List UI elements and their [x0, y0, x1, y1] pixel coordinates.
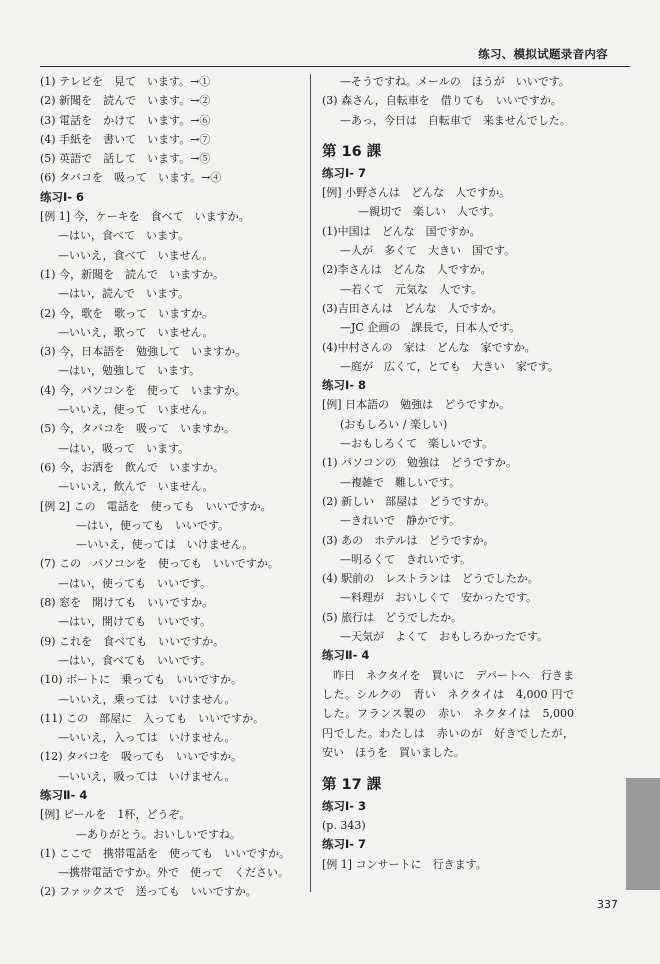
question-line: (2)李さんは どんな 人ですか。	[322, 263, 492, 277]
question-line: (9) これを 食べても いいですか。	[40, 634, 225, 648]
question-line: (7) この パソコンを 使っても いいですか。	[40, 557, 279, 571]
exercise-heading: 练习Ⅰ- 7	[322, 165, 367, 180]
question-line: (3)吉田さんは どんな 人ですか。	[322, 301, 503, 315]
answer-line: —いいえ，吸っては いけません。	[58, 769, 236, 783]
lesson-heading: 第 17 課	[322, 776, 382, 793]
answer-line: —いいえ，乗っては いけません。	[58, 692, 236, 706]
question-line: (4)中村さんの 家は どんな 家ですか。	[322, 340, 536, 354]
question-line: (3) あの ホテルは どうですか。	[322, 533, 495, 547]
question-line: (5) 今，タバコを 吸って いますか。	[40, 422, 235, 436]
answer-line: —はい，使っても いいです。	[76, 518, 230, 532]
spacer	[322, 130, 596, 140]
example-line: [例] 小野さんは どんな 人ですか。	[322, 186, 511, 200]
question-line: (3) 森さん，自転車を 借りても いいですか。	[322, 94, 562, 108]
example-line: [例 1] コンサートに 行きます。	[322, 857, 487, 871]
answer-line: —きれいで 静かです。	[340, 514, 461, 528]
answer-line: —ありがとう。おいしいですね。	[76, 827, 241, 841]
question-line: (2) ファックスで 送っても いいですか。	[40, 885, 257, 899]
answer-line: —天気が よくて おもしろかったです。	[340, 630, 549, 644]
answer-line: —携帯電話ですか。外で 使って ください。	[58, 866, 289, 880]
item-line: (1) テレビを 見て います。→①	[40, 75, 211, 88]
item-line: (5) 英語で 話して います。→⑤	[40, 152, 211, 166]
answer-line: —若くて 元気な 人です。	[340, 282, 483, 296]
answer-line: —親切で 楽しい 人です。	[358, 205, 501, 219]
answer-line: —複雑で 難しいです。	[340, 475, 461, 489]
spacer	[322, 763, 596, 773]
answer-line: —いいえ，食べて いません。	[58, 248, 214, 262]
item-line: (3) 電話を かけて います。→⑥	[40, 113, 211, 127]
answer-line: —はい，食べても いいです。	[58, 653, 212, 667]
exercise-paragraph: 昨日 ネクタイを 買いに デパートへ 行きました。シルクの 青い ネクタイは 4,000 円でした。フランス製の 赤い ネクタイは 5,000 円でした。わたしは 赤いのが 好きでしたが，安い ほうを 買いました。	[322, 668, 574, 760]
answer-line: —はい，勉強して います。	[58, 364, 201, 378]
question-line: (3) 今，日本語を 勉強して いますか。	[40, 345, 247, 359]
answer-line: —いいえ，使っては いけません。	[76, 538, 254, 552]
exercise-heading: 练习Ⅱ- 4	[40, 787, 88, 802]
left-column	[40, 72, 308, 902]
answer-line: —いいえ，飲んで いません。	[58, 480, 214, 494]
answer-line: —はい，開けても いいです。	[58, 615, 212, 629]
answer-line: —はい，吸って います。	[58, 441, 190, 455]
example-line: [例] 日本語の 勉強は どうですか。	[322, 398, 511, 412]
answer-line: —はい，使っても いいです。	[58, 576, 212, 590]
item-line: (4) 手紙を 書いて います。→⑦	[40, 132, 211, 146]
example-line: [例 1] 今，ケーキを 食べて いますか。	[40, 210, 250, 224]
question-line: (4) 駅前の レストランは どうでしたか。	[322, 572, 539, 586]
answer-line: —おもしろくて 楽しいです。	[340, 437, 494, 451]
page-number: 337	[597, 898, 618, 911]
question-line: (5) 旅行は どうでしたか。	[322, 610, 463, 624]
column-divider	[310, 74, 311, 892]
question-line: (10) ボートに 乗っても いいですか。	[40, 673, 243, 687]
question-line: (1) 今，新聞を 読んで いますか。	[40, 267, 225, 281]
exercise-heading: 练习Ⅰ- 8	[322, 378, 367, 393]
question-line: (2) 新しい 部屋は どうですか。	[322, 494, 496, 508]
question-line: (1) ここで 携帯電話を 使っても いいですか。	[40, 846, 291, 860]
question-line: (12) タバコを 吸っても いいですか。	[40, 750, 242, 764]
chapter-side-tab	[626, 778, 660, 890]
answer-line: —料理が おいしくて 安かったです。	[340, 591, 538, 605]
exercise-heading: 练习Ⅱ- 4	[322, 648, 370, 663]
question-line: (1)中国は どんな 国ですか。	[322, 224, 481, 238]
answer-line: —いいえ，使って いません。	[58, 403, 214, 417]
item-line: (6) タバコを 吸って います。→④	[40, 171, 222, 185]
question-line: (4) 今，パソコンを 使って いますか。	[40, 383, 246, 397]
answer-line: —いいえ，入っては いけません。	[58, 731, 236, 745]
question-line: (11) この 部屋に 入っても いいですか。	[40, 711, 265, 725]
running-header: 练习、模拟试题录音内容	[478, 47, 608, 61]
answer-line: —そうですね。メールの ほうが いいです。	[340, 75, 570, 88]
question-line: (6) 今，お酒を 飲んで いますか。	[40, 460, 225, 474]
answer-line: —はい，食べて います。	[58, 229, 190, 243]
example-line: [例 2] この 電話を 使っても いいですか。	[40, 499, 272, 513]
answer-line: —あっ，今日は 自転車で 来ませんでした。	[340, 113, 571, 127]
question-line: (1) パソコンの 勉強は どうですか。	[322, 456, 517, 470]
answer-line: —人が 多くて 大きい 国です。	[340, 244, 516, 258]
exercise-heading: 练习Ⅰ- 3	[322, 798, 367, 813]
question-line: (2) 今，歌を 歌って いますか。	[40, 306, 214, 320]
question-line: (8) 窓を 開けても いいですか。	[40, 596, 214, 610]
example-line: [例] ビールを 1杯，どうぞ。	[40, 808, 191, 822]
header-rule	[40, 66, 630, 67]
exercise-heading: 练习Ⅰ- 6	[40, 189, 85, 204]
answer-line: —JC 企画の 課長で，日本人です。	[340, 321, 521, 335]
right-column	[322, 72, 596, 874]
answer-line: —庭が 広くて，とても 大きい 家です。	[340, 359, 559, 373]
answer-line: —はい，読んで います。	[58, 287, 190, 301]
answer-line: —明るくて きれいです。	[340, 552, 472, 566]
item-line: (2) 新聞を 読んで います。→②	[40, 94, 211, 108]
answer-line: —いいえ，歌って いません。	[58, 325, 214, 339]
lesson-heading: 第 16 課	[322, 143, 382, 160]
page-reference: (p. 343)	[322, 818, 366, 832]
hint-line: (おもしろい / 楽しい)	[340, 417, 448, 431]
exercise-heading: 练习Ⅰ- 7	[322, 837, 367, 852]
